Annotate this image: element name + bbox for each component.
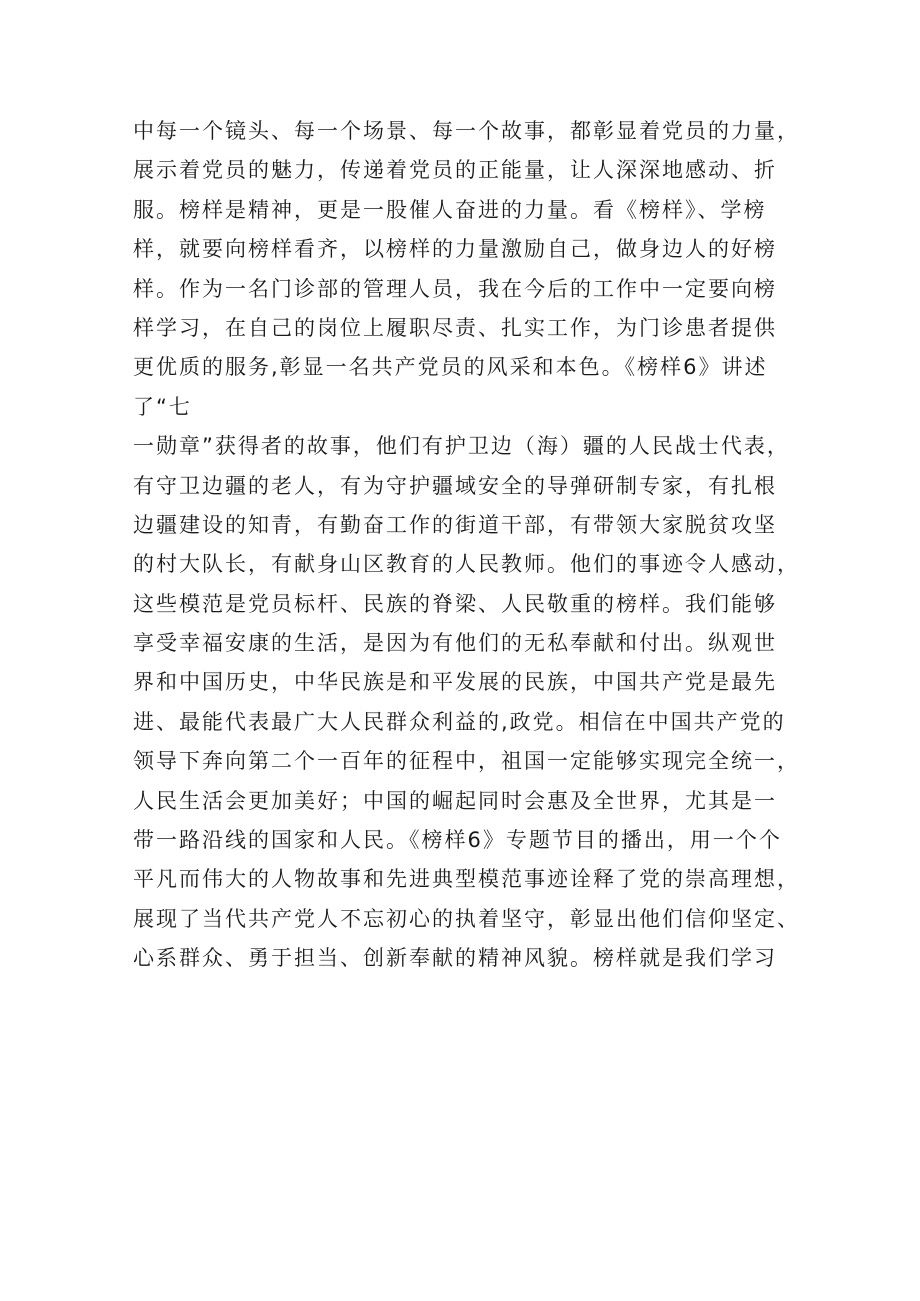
text-line-8: 了“七 [133,394,192,419]
text-line-9: 一勋章”获得者的故事，他们有护卫边（海）疆的人民战士代表， [133,434,790,459]
text-line-11: 边疆建设的知青，有勤奋工作的街道干部，有带领大家脱贫攻坚 [133,512,777,537]
text-line-15: 界和中国历史，中华民族是和平发展的民族，中国共产党是最先 [133,670,777,695]
text-line-20: 平凡而伟大的人物故事和先进典型模范事迹诠释了党的崇高理想， [133,867,800,892]
text-line-5: 样。作为一名门诊部的管理人员，我在今后的工作中一定要向榜 [133,276,777,301]
text-line-18: 人民生活会更加美好；中国的崛起同时会惠及全世界，尤其是一 [133,788,777,813]
text-line-1: 中每一个镜头、每一个场景、每一个故事，都彰显着党员的力量， [133,119,800,143]
text-line-17: 领导下奔向第二个一百年的征程中，祖国一定能够实现完全统一， [133,749,800,774]
text-line-19: 带一路沿线的国家和人民。《榜样6》专题节目的播出，用一个个 [133,828,782,853]
body-text [133,112,813,979]
text-line-14: 享受幸福安康的生活，是因为有他们的无私奉献和付出。纵观世 [133,631,777,656]
text-line-6: 样学习，在自己的岗位上履职尽责、扎实工作，为门诊患者提供 [133,315,777,340]
text-line-16: 进、最能代表最广大人民群众利益的,政党。相信在中国共产党的 [133,709,786,734]
text-line-12: 的村大队长，有献身山区教育的人民教师。他们的事迹令人感动， [133,552,800,577]
text-line-3: 服。榜样是精神，更是一股催人奋进的力量。看《榜样》、学榜 [133,197,767,222]
text-line-22: 心系群众、勇于担当、创新奉献的精神风貌。榜样就是我们学习 [133,946,777,971]
text-line-21: 展现了当代共产党人不忘初心的执着坚守，彰显出他们信仰坚定、 [133,906,800,931]
text-line-2: 展示着党员的魅力，传递着党员的正能量，让人深深地感动、折 [133,158,777,183]
text-line-7: 更优质的服务,彰显一名共产党员的风采和本色。《榜样6》讲述 [133,355,768,380]
text-line-10: 有守卫边疆的老人，有为守护疆域安全的导弹研制专家，有扎根 [133,473,777,498]
text-line-4: 样，就要向榜样看齐，以榜样的力量激励自己，做身边人的好榜 [133,237,777,262]
text-line-13: 这些模范是党员标杆、民族的脊梁、人民敬重的榜样。我们能够 [133,591,777,616]
